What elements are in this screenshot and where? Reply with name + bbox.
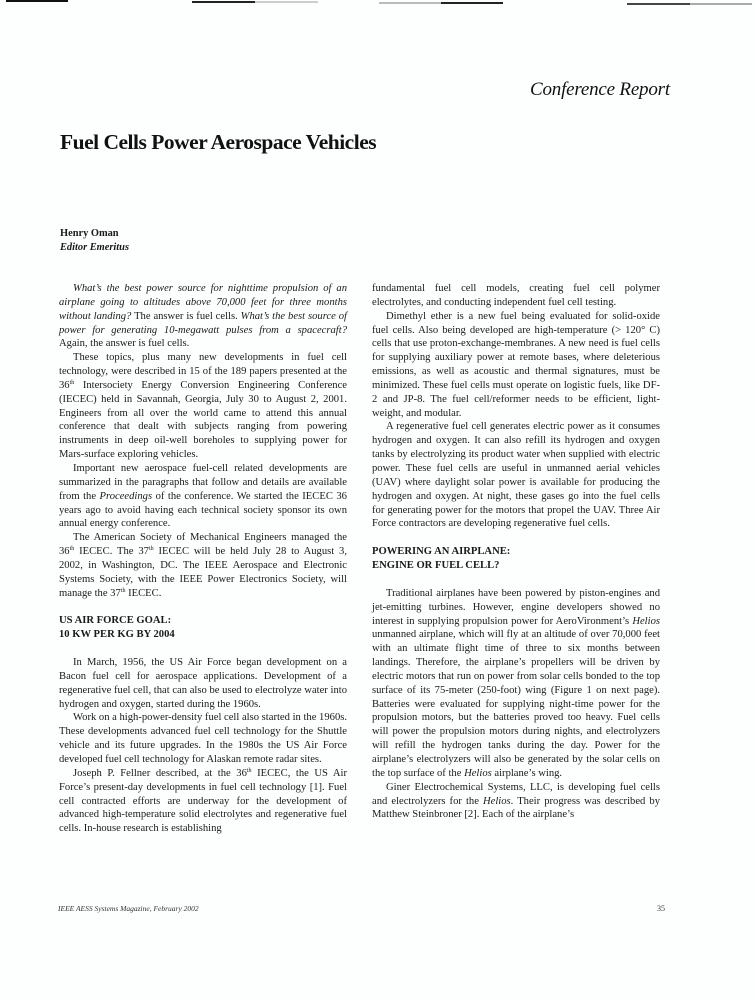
body-paragraph <box>372 781 660 823</box>
body-paragraph <box>59 531 347 600</box>
body-paragraph <box>372 587 660 781</box>
body-paragraph: In March, 1956, the US Air Force began development on a Bacon fuel cell for aerospace applications. Development of a regenerative fuel cell, that can also be used to electrolyze water into hydrogen and oxygen, started during the 1960s. <box>59 657 347 710</box>
heading-line: 10 KW PER KG BY 2004 <box>59 629 175 641</box>
spacer <box>59 642 347 656</box>
scan-edge-mark <box>6 0 68 2</box>
body-paragraph-continued: fundamental fuel cell models, creating fuel cell polymer electrolytes, and conducting independent fuel cell testing. <box>372 283 660 308</box>
intro-answer-1: The answer is fuel cells. <box>131 310 241 322</box>
body-paragraph <box>59 351 347 462</box>
text-run: IECEC will be held July 28 to August 3, 2002, in Washington, DC. The IEEE Aerospace and Electronic Systems Society, with the IEEE Power Electronics Society, will manage the 37 <box>59 546 347 599</box>
body-paragraph: A regenerative fuel cell generates electric power as it consumes hydrogen and oxygen. It can also refill its hydrogen and oxygen tanks by electrolyzing its product water when supplied with electric power. These fuel cells are useful in unmanned aerial vehicles (UAV) where daylight solar power is available for producing the hydrogen and oxygen. At night, these gases go into the fuel cells for generating power for the motors that propel the UAV. Three Air Force contractors are developing regenerative fuel cells. <box>372 421 660 530</box>
article-title: Fuel Cells Power Aerospace Vehicles <box>60 130 377 154</box>
body-paragraph: Dimethyl ether is a new fuel being evaluated for solid-oxide fuel cells. Also being developed are high-temperature (> 120° C) cells that use proton-exchange-membranes. A new need is fuel cells for supplying auxiliary power at remote bases, where deleterious emissions, as well as acoustic and thermal signatures, must be minimized. These fuel cells must operate on logistic fuels, like DF-2 and JP-8. The fuel cell/reformer needs to be efficient, light-weight, and modular. <box>372 310 660 419</box>
text-run: . Their progress was described by Matthew Steinbroner [2]. Each of the airplane’s <box>372 795 660 821</box>
text-run: The American Society of Mechanical Engineers managed the 36 <box>59 532 347 558</box>
right-column <box>372 282 660 822</box>
ordinal-superscript: th <box>69 546 75 553</box>
intro-paragraph <box>59 282 347 351</box>
body-paragraph: Work on a high-power-density fuel cell also started in the 1960s. These developments advanced fuel cell technology for the Shuttle vehicle and its future upgrades. In the 1980s the US Air Force developed fuel cell technology for Alaskan remote radar sites. <box>59 712 348 765</box>
intro-question-2: What’s the best source of power for generating 10-megawatt pulses from a spacecraft? <box>59 310 347 336</box>
page-number: 35 <box>657 904 665 913</box>
scan-edge-mark <box>627 3 690 5</box>
author-block <box>60 227 129 255</box>
heading-line: POWERING AN AIRPLANE: <box>372 546 511 558</box>
aircraft-name: Helios <box>464 767 492 779</box>
text-run: IECEC. <box>125 587 162 599</box>
text-run: Intersociety Energy Conversion Engineering Conference (IECEC) held in Savannah, Georgia, July 30 to August 2, 2001. Engineers from all over the world came to attend this annual conference that dealt with subjects ranging from powering instruments in deep oil-well boreholes to supplying power for Mars-surface exploring vehicles. <box>59 379 347 461</box>
text-run: unmanned airplane, which will fly at an altitude of over 70,000 feet with an ultimate flight time of three to six months between landings. Therefore, the airplane’s propellers will be driven by electric motors that run on power from solar cells bonded to the top surface of its 75-meter (250-foot) wing (Figure 1 on next page). Batteries were evaluated for supplying night-time power for the propulsion motors, but the batteries proved too heavy. Fuel cells will power the propulsion motors during nights, and electrolyzers will refill the hydrogen tanks during the day. Power for the airplane’s electrolyzers will also be generated by the solar cells on the top surface of the <box>372 629 660 779</box>
scan-edge-mark <box>690 3 752 5</box>
scan-edge-mark <box>192 1 255 3</box>
scan-edge-mark <box>441 2 503 4</box>
ordinal-superscript: th <box>246 767 252 774</box>
section-heading-air-force-goal <box>59 614 347 642</box>
spacer <box>59 600 347 614</box>
spacer <box>372 573 660 587</box>
text-run: Traditional airplanes have been powered by piston-engines and jet-emitting turbines. However, engine developers showed no interest in supplying propulsion power for AeroVironment’s <box>372 587 660 627</box>
scan-edge-mark <box>379 2 441 4</box>
section-heading-powering-airplane <box>372 545 660 573</box>
text-run: airplane’s wing. <box>491 767 563 779</box>
spacer <box>372 531 660 545</box>
aircraft-name: Helios <box>632 615 660 627</box>
ordinal-superscript: th <box>69 379 75 386</box>
body-paragraph <box>59 462 347 531</box>
body-paragraph <box>59 767 347 836</box>
text-run: of the conference. We started the IECEC 36 years ago to avoid having each technical society sponsor its own annual energy conference. <box>59 490 347 530</box>
text-run: Joseph P. Fellner described, at the 36 <box>73 767 247 779</box>
aircraft-name: Helios <box>483 795 511 807</box>
author-role: Editor Emeritus <box>60 242 130 253</box>
scan-edge-mark <box>255 1 318 3</box>
text-run: IECEC. The 37 <box>74 546 149 558</box>
text-run: Giner Electrochemical Systems, LLC, is developing fuel cells and electrolyzers for the <box>372 781 660 807</box>
text-run: These topics, plus many new developments in fuel cell technology, were described in 15 of the 189 papers presented at the 36 <box>59 352 347 391</box>
heading-line: US AIR FORCE GOAL: <box>59 615 172 627</box>
author-name: Henry Oman <box>60 228 119 239</box>
section-label: Conference Report <box>530 79 670 100</box>
intro-answer-2: Again, the answer is fuel cells. <box>59 338 190 350</box>
footer-publication: IEEE AESS Systems Magazine, February 2002 <box>58 904 199 913</box>
text-run: IECEC, the US Air Force’s present-day developments in fuel cell technology [1]. Fuel cell contracted efforts are underway for the development of advanced high-temperature solid electrolytes and regenerative fuel cells. In-house research is establishing <box>59 767 347 835</box>
proceedings-title: Proceedings <box>99 490 153 502</box>
left-column <box>59 282 347 836</box>
ordinal-superscript: th <box>120 587 126 594</box>
heading-line: ENGINE OR FUEL CELL? <box>372 560 500 572</box>
intro-question-1: What’s the best power source for nighttime propulsion of an airplane going to altitudes above 70,000 feet for three months without landing? <box>59 283 347 322</box>
ordinal-superscript: th <box>148 546 154 553</box>
text-run: Important new aerospace fuel-cell related developments are summarized in the paragraphs that follow and details are available from the <box>59 462 347 502</box>
